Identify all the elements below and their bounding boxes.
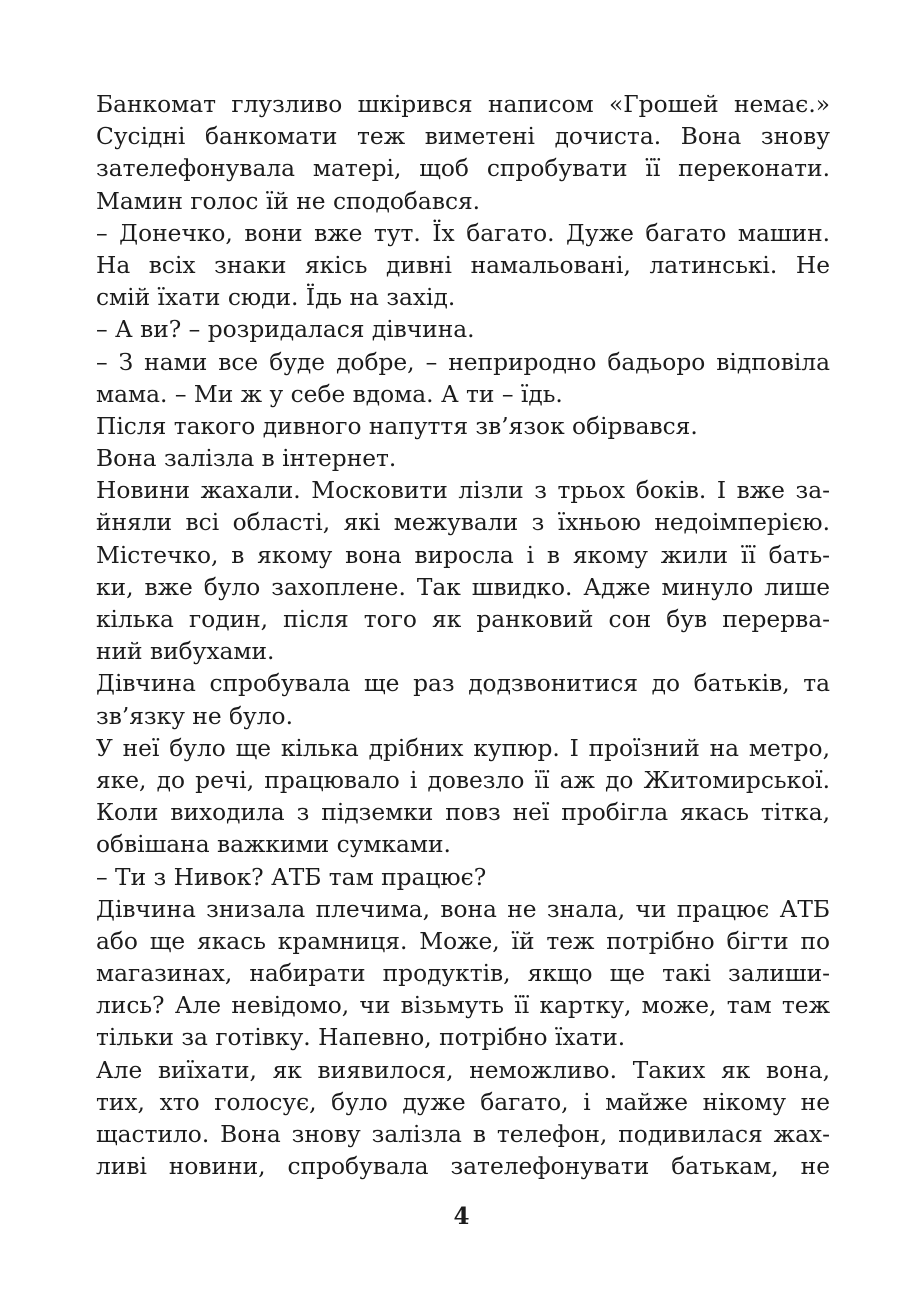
- text-line: лись? Але невідомо, чи візьмуть її картку, може, там теж: [96, 992, 830, 1020]
- text-line: – А ви? – розридалася дівчина.: [96, 316, 475, 344]
- text-line: Після такого дивного напуття зв’язок обірвався.: [96, 412, 698, 440]
- text-line: зв’язку не було.: [96, 702, 293, 730]
- text-line: Вона залізла в інтернет.: [96, 445, 397, 473]
- text-line: – Донечко, вони вже тут. Їх багато. Дуже багато машин.: [96, 219, 830, 247]
- text-line: зателефонувала матері, щоб спробувати її переконати.: [96, 155, 830, 183]
- text-line: ливі новини, спробувала зателефонувати батькам, не: [96, 1153, 830, 1181]
- text-line: ки, вже було захоплене. Так швидко. Адже минуло лише: [96, 573, 830, 601]
- text-line: магазинах, набирати продуктів, якщо ще такі залиши-: [96, 960, 830, 988]
- text-line: Але виїхати, як виявилося, неможливо. Таких як вона,: [96, 1056, 830, 1084]
- text-line: – З нами все буде добре, – неприродно бадьоро відповіла: [96, 348, 830, 376]
- text-line: обвішана важкими сумками.: [96, 831, 451, 859]
- text-line: мама. – Ми ж у себе вдома. А ти – їдь.: [96, 380, 563, 408]
- text-line: Сусідні банкомати теж виметені дочиста. Вона знову: [96, 123, 830, 151]
- book-page-text: [96, 89, 830, 1183]
- text-line: йняли всі області, які межували з їхньою недоімперією.: [96, 509, 830, 537]
- text-line: Новини жахали. Московити лізли з трьох боків. І вже за-: [96, 477, 830, 505]
- text-line: тільки за готівку. Напевно, потрібно їхати.: [96, 1024, 626, 1052]
- text-line: Коли виходила з підземки повз неї пробігла якась тітка,: [96, 799, 830, 827]
- text-line: Містечко, в якому вона виросла і в якому жили її бать-: [96, 541, 830, 569]
- text-line: смій їхати сюди. Їдь на захід.: [96, 284, 456, 312]
- text-line: Дівчина спробувала ще раз додзвонитися до батьків, та: [96, 670, 830, 698]
- text-line: або ще якась крамниця. Може, їй теж потрібно бігти по: [96, 927, 830, 955]
- text-line: Банкомат глузливо шкірився написом «Грошей немає.»: [96, 91, 830, 118]
- text-line: Дівчина знизала плечима, вона не знала, чи працює АТБ: [96, 895, 830, 923]
- text-line: На всіх знаки якісь дивні намальовані, латинські. Не: [96, 251, 830, 279]
- text-line: Мамин голос їй не сподобався.: [96, 187, 481, 215]
- text-line: кілька годин, після того як ранковий сон був перерва-: [96, 606, 830, 633]
- text-line: У неї було ще кілька дрібних купюр. І проїзний на метро,: [96, 734, 830, 762]
- page-number: 4: [453, 1203, 470, 1230]
- text-line: щастило. Вона знову залізла в телефон, подивилася жах-: [96, 1121, 830, 1148]
- text-line: тих, хто голосує, було дуже багато, і майже нікому не: [96, 1088, 830, 1116]
- text-line: ний вибухами.: [96, 638, 275, 666]
- text-line: – Ти з Нивок? АТБ там працює?: [96, 863, 487, 891]
- text-line: яке, до речі, працювало і довезло її аж до Житомирської.: [96, 766, 830, 794]
